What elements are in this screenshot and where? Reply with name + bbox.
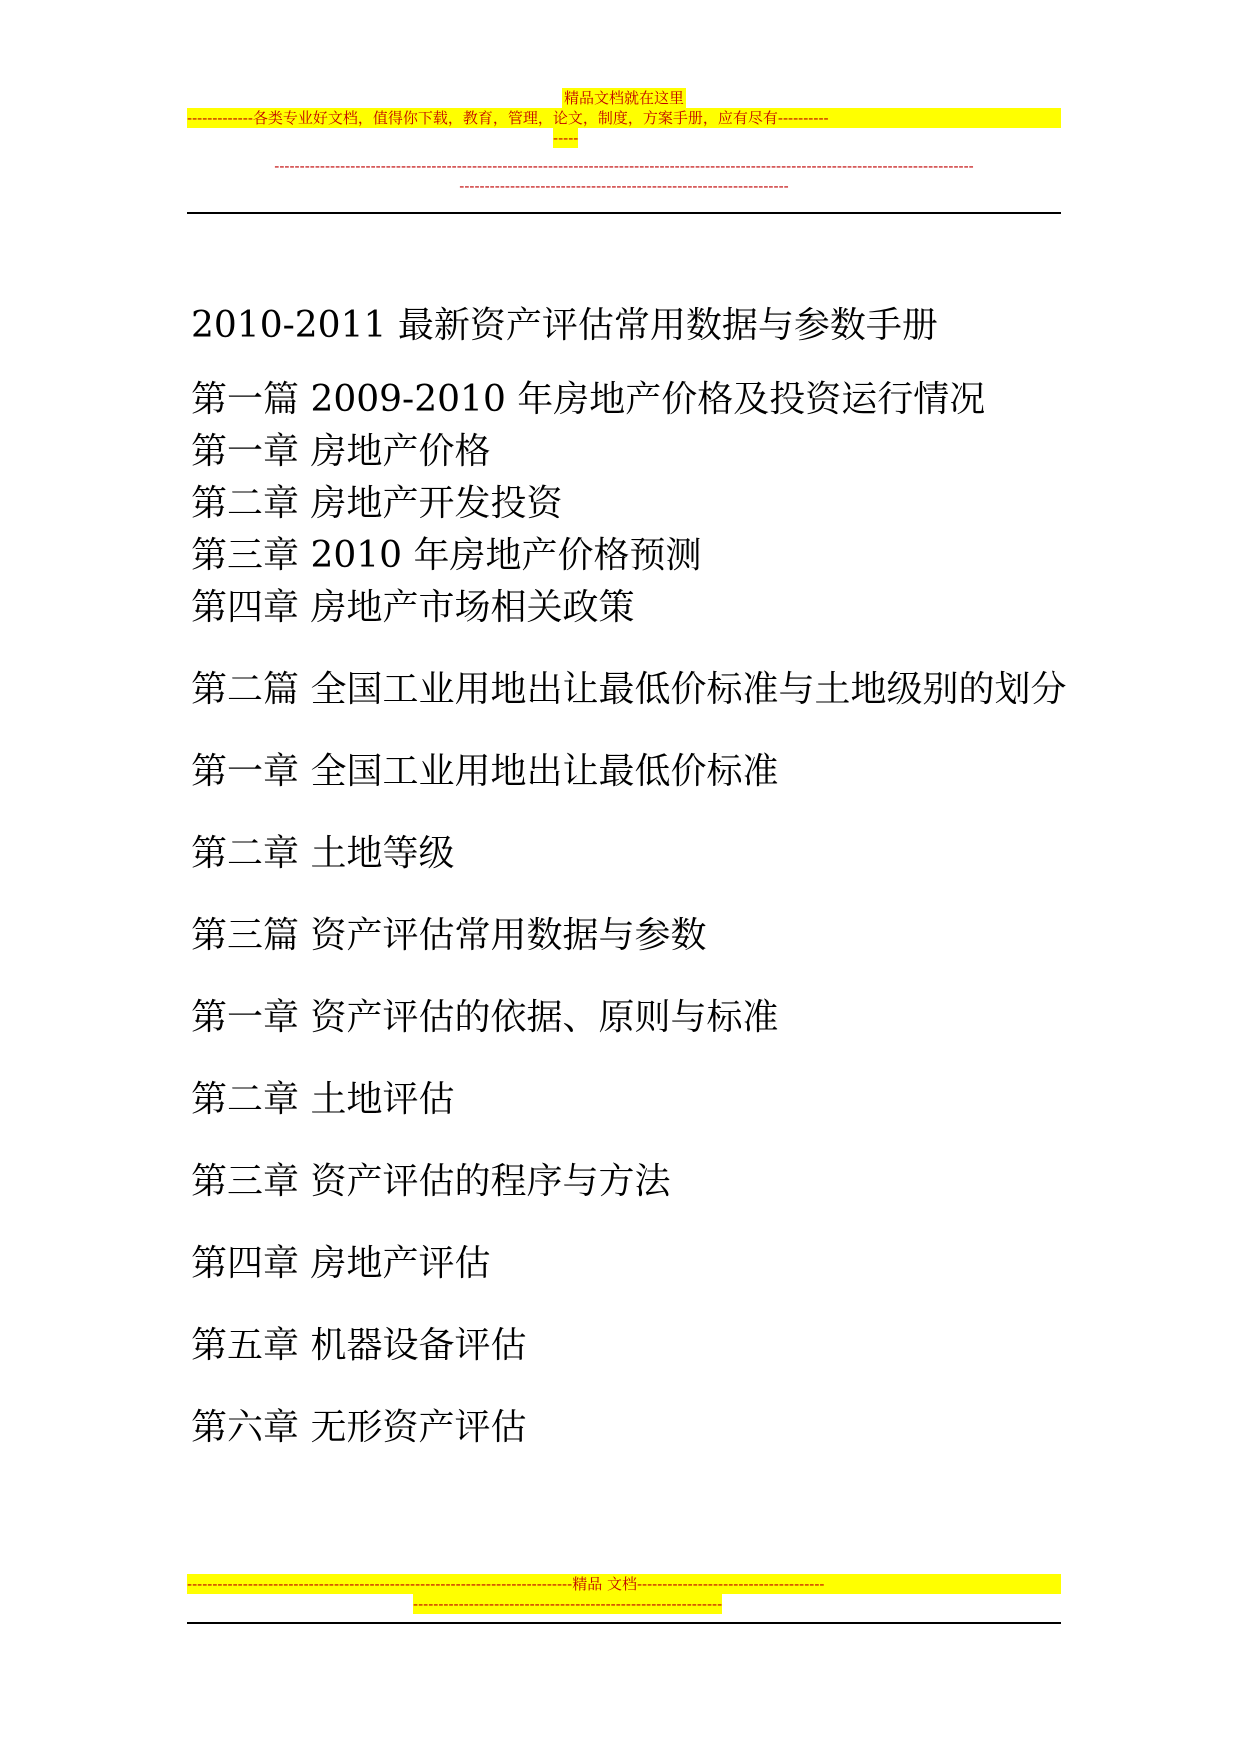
part3-chapter-4: 第四章 房地产评估 (191, 1243, 491, 1284)
part1-chapter-4: 第四章 房地产市场相关政策 (191, 587, 635, 628)
footer-line-short: ------------------------------------------------------------- (413, 1595, 723, 1613)
part1-chapter-2: 第二章 房地产开发投资 (191, 483, 563, 524)
part1-heading: 第一篇 2009-2010 年房地产价格及投资运行情况 (191, 379, 986, 420)
header-dash-line-short: ----------------------------------------------------------------- (459, 177, 789, 195)
part2-chapter-2: 第二章 土地等级 (191, 833, 455, 874)
part3-chapter-3: 第三章 资产评估的程序与方法 (191, 1161, 671, 1202)
footer-divider (187, 1622, 1061, 1624)
part3-chapter-6: 第六章 无形资产评估 (191, 1407, 527, 1448)
document-title: 2010-2011 最新资产评估常用数据与参数手册 (191, 305, 938, 346)
header-slogan: -------------各类专业好文档，值得你下载，教育，管理，论文，制度，方案手册，应有尽有---------- (187, 108, 1061, 128)
header-dash-line: ------------------------------------------------------------------------------------------------------------------------------------------ (274, 157, 974, 175)
part2-chapter-1: 第一章 全国工业用地出让最低价标准 (191, 751, 779, 792)
header-title: 精品文档就在这里 (563, 89, 684, 107)
part3-chapter-5: 第五章 机器设备评估 (191, 1325, 527, 1366)
part1-chapter-1: 第一章 房地产价格 (191, 431, 491, 472)
part2-heading: 第二篇 全国工业用地出让最低价标准与土地级别的划分 (191, 669, 1067, 710)
part1-chapter-3: 第三章 2010 年房地产价格预测 (191, 535, 702, 576)
document-body (191, 300, 1071, 1454)
footer-line: ----------------------------------------------------------------------------精品 文档------------------------------------- (187, 1574, 1061, 1594)
page-header (187, 88, 1061, 196)
part3-chapter-1: 第一章 资产评估的依据、原则与标准 (191, 997, 779, 1038)
part3-heading: 第三篇 资产评估常用数据与参数 (191, 915, 707, 956)
header-slogan-tail: ----- (553, 129, 579, 147)
part3-chapter-2: 第二章 土地评估 (191, 1079, 455, 1120)
page-footer (187, 1574, 1061, 1614)
header-divider (187, 212, 1061, 214)
